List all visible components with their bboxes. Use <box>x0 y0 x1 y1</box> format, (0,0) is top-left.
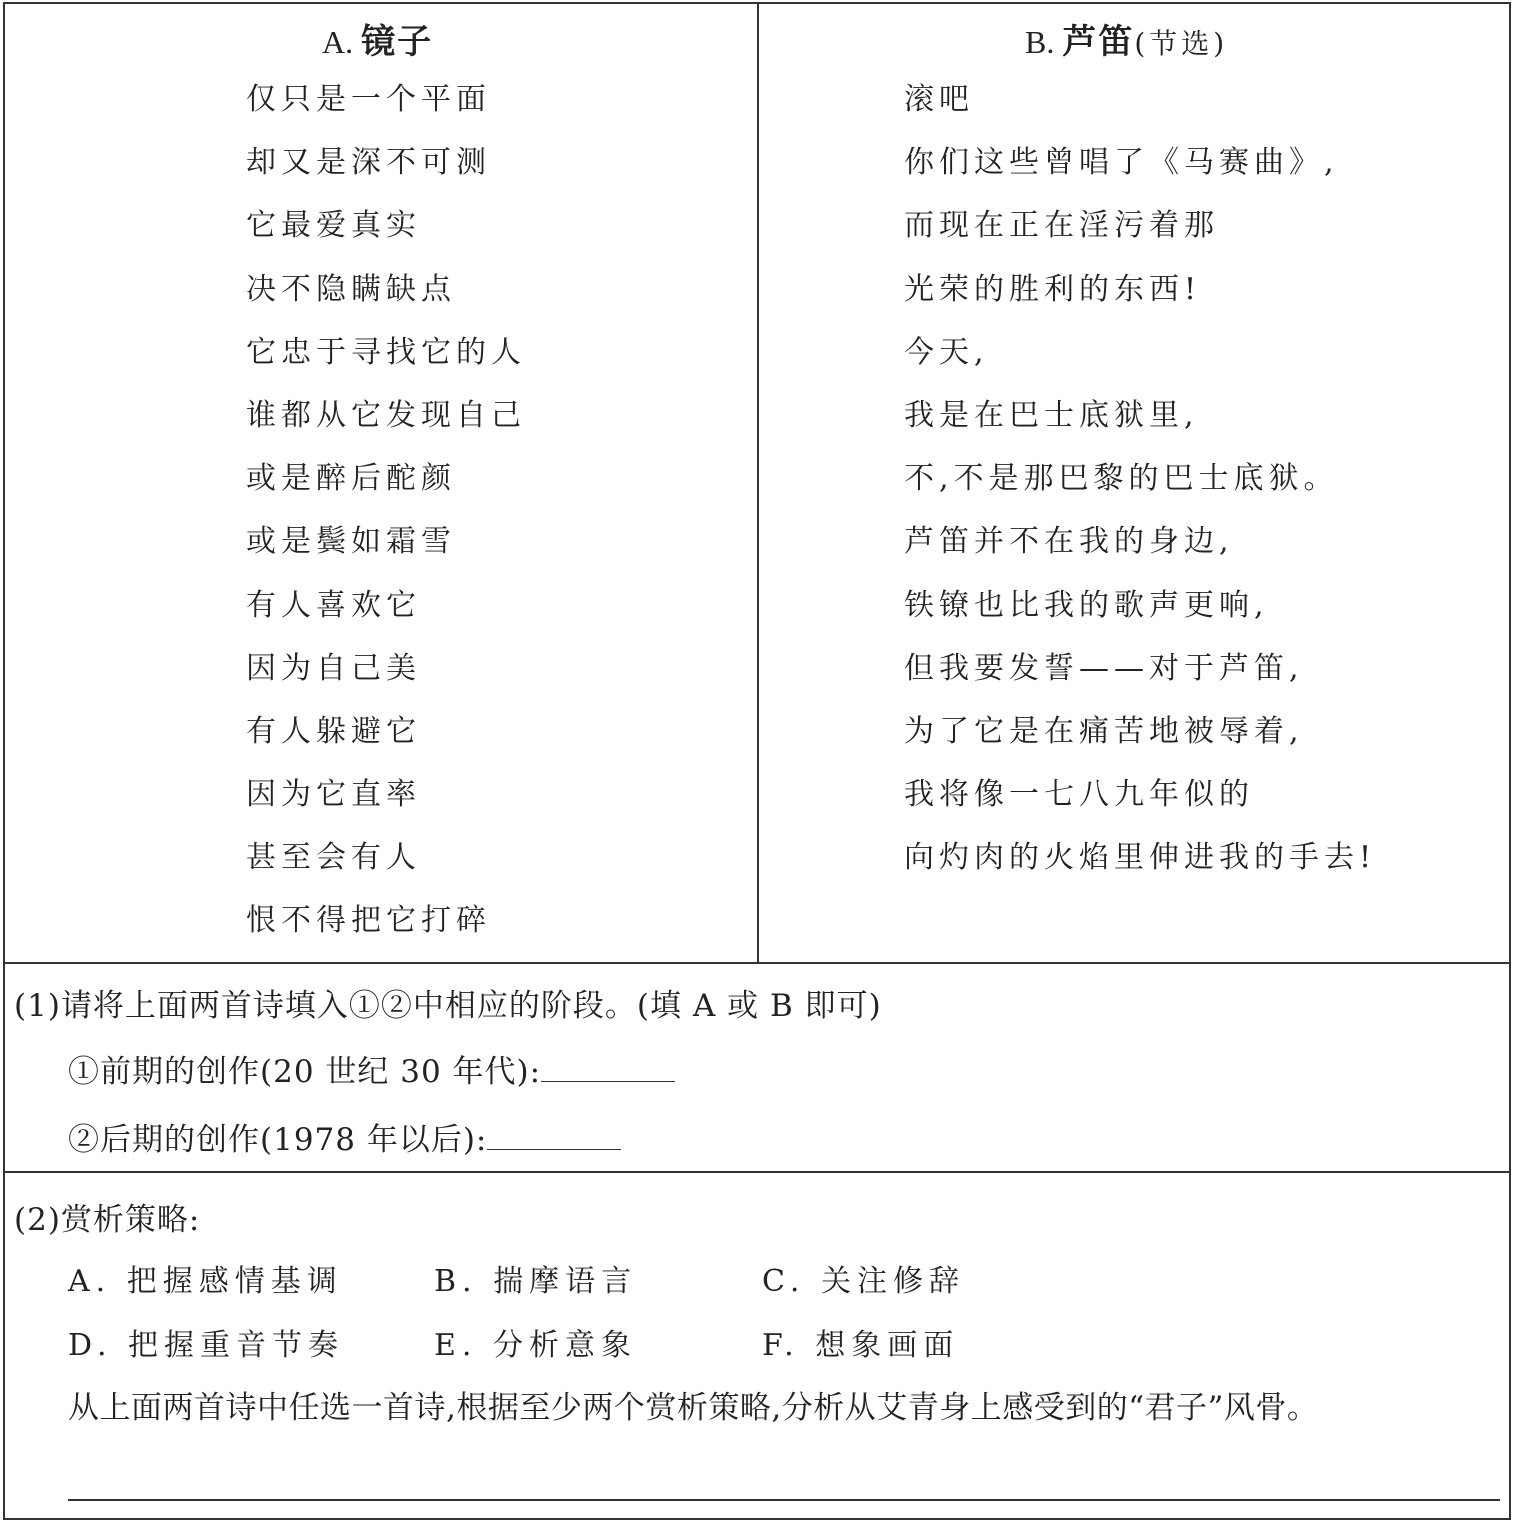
poem-b-lines <box>904 74 1376 895</box>
poem-a-lines <box>246 74 526 959</box>
strategy-option: E. 分析意象 <box>434 1328 637 1363</box>
strategy-option: C. 关注修辞 <box>762 1264 965 1299</box>
poem-line: 谁都从它发现自己 <box>246 397 526 433</box>
poem-line: 恨不得把它打碎 <box>246 903 491 939</box>
strategy-option: F. 想象画面 <box>762 1328 960 1363</box>
poem-line: 因为自己美 <box>246 650 421 686</box>
poem-line: 或是醉后酡颜 <box>246 461 456 497</box>
poem-b-note: (节选) <box>1134 27 1229 60</box>
poem-line: 我是在巴士底狱里, <box>904 397 1199 433</box>
question-1-item-1 <box>68 1046 675 1091</box>
strategy-option: D. 把握重音节奏 <box>68 1328 345 1363</box>
poem-line: 不,不是那巴黎的巴士底狱。 <box>904 461 1339 497</box>
poem-line: 你们这些曾唱了《马赛曲》, <box>904 145 1339 181</box>
poem-line: 今天, <box>904 334 989 370</box>
poem-line: 光荣的胜利的东西! <box>904 271 1202 307</box>
strategy-option: A. 把握感情基调 <box>68 1264 343 1299</box>
poem-b-letter: B. <box>1025 24 1055 60</box>
section-divider-1 <box>3 962 1511 964</box>
poem-line: 或是鬓如霜雪 <box>246 524 456 560</box>
question-2-prompt: (2)赏析策略: <box>14 1202 201 1238</box>
poem-line: 却又是深不可测 <box>246 145 491 181</box>
poem-line: 芦笛并不在我的身边, <box>904 524 1234 560</box>
question-1-item-1-label: ①前期的创作(20 世纪 30 年代): <box>68 1054 542 1090</box>
column-divider <box>757 2 759 964</box>
poem-line: 向灼肉的火焰里伸进我的手去! <box>904 840 1377 876</box>
poem-a-letter: A. <box>322 24 354 60</box>
poem-line: 滚吧 <box>904 82 974 117</box>
poem-line: 决不隐瞒缺点 <box>246 271 456 307</box>
poem-a-title <box>322 14 433 63</box>
answer-line[interactable] <box>68 1499 1500 1501</box>
question-1-item-2-label: ②后期的创作(1978 年以后): <box>68 1122 488 1158</box>
strategy-option: B. 揣摩语言 <box>434 1264 638 1299</box>
poem-line: 有人躲避它 <box>246 713 421 749</box>
poem-line: 它最爱真实 <box>246 208 421 244</box>
poem-line: 为了它是在痛苦地被辱着, <box>904 713 1304 749</box>
poem-line: 铁镣也比我的歌声更响, <box>904 587 1269 623</box>
poem-line: 但我要发誓——对于芦笛, <box>904 650 1304 686</box>
poem-line: 仅只是一个平面 <box>246 82 491 117</box>
question-2-task: 从上面两首诗中任选一首诗,根据至少两个赏析策略,分析从艾青身上感受到的“君子”风骨。 <box>68 1390 1319 1426</box>
poem-a-name: 镜子 <box>361 22 434 62</box>
poem-line: 而现在正在淫污着那 <box>904 208 1219 244</box>
poem-b-name: 芦笛 <box>1062 22 1135 62</box>
poem-line: 有人喜欢它 <box>246 587 421 623</box>
question-1-item-2 <box>68 1114 621 1159</box>
poem-b-title <box>1025 14 1228 63</box>
answer-blank-2[interactable] <box>487 1125 621 1150</box>
answer-blank-1[interactable] <box>541 1057 675 1082</box>
section-divider-2 <box>3 1171 1511 1173</box>
poem-line: 我将像一七八九年似的 <box>904 777 1254 813</box>
question-1-prompt: (1)请将上面两首诗填入①②中相应的阶段。(填 A 或 B 即可) <box>14 988 882 1024</box>
poem-line: 甚至会有人 <box>246 840 421 876</box>
poem-line: 因为它直率 <box>246 777 421 813</box>
poem-line: 它忠于寻找它的人 <box>246 334 526 370</box>
